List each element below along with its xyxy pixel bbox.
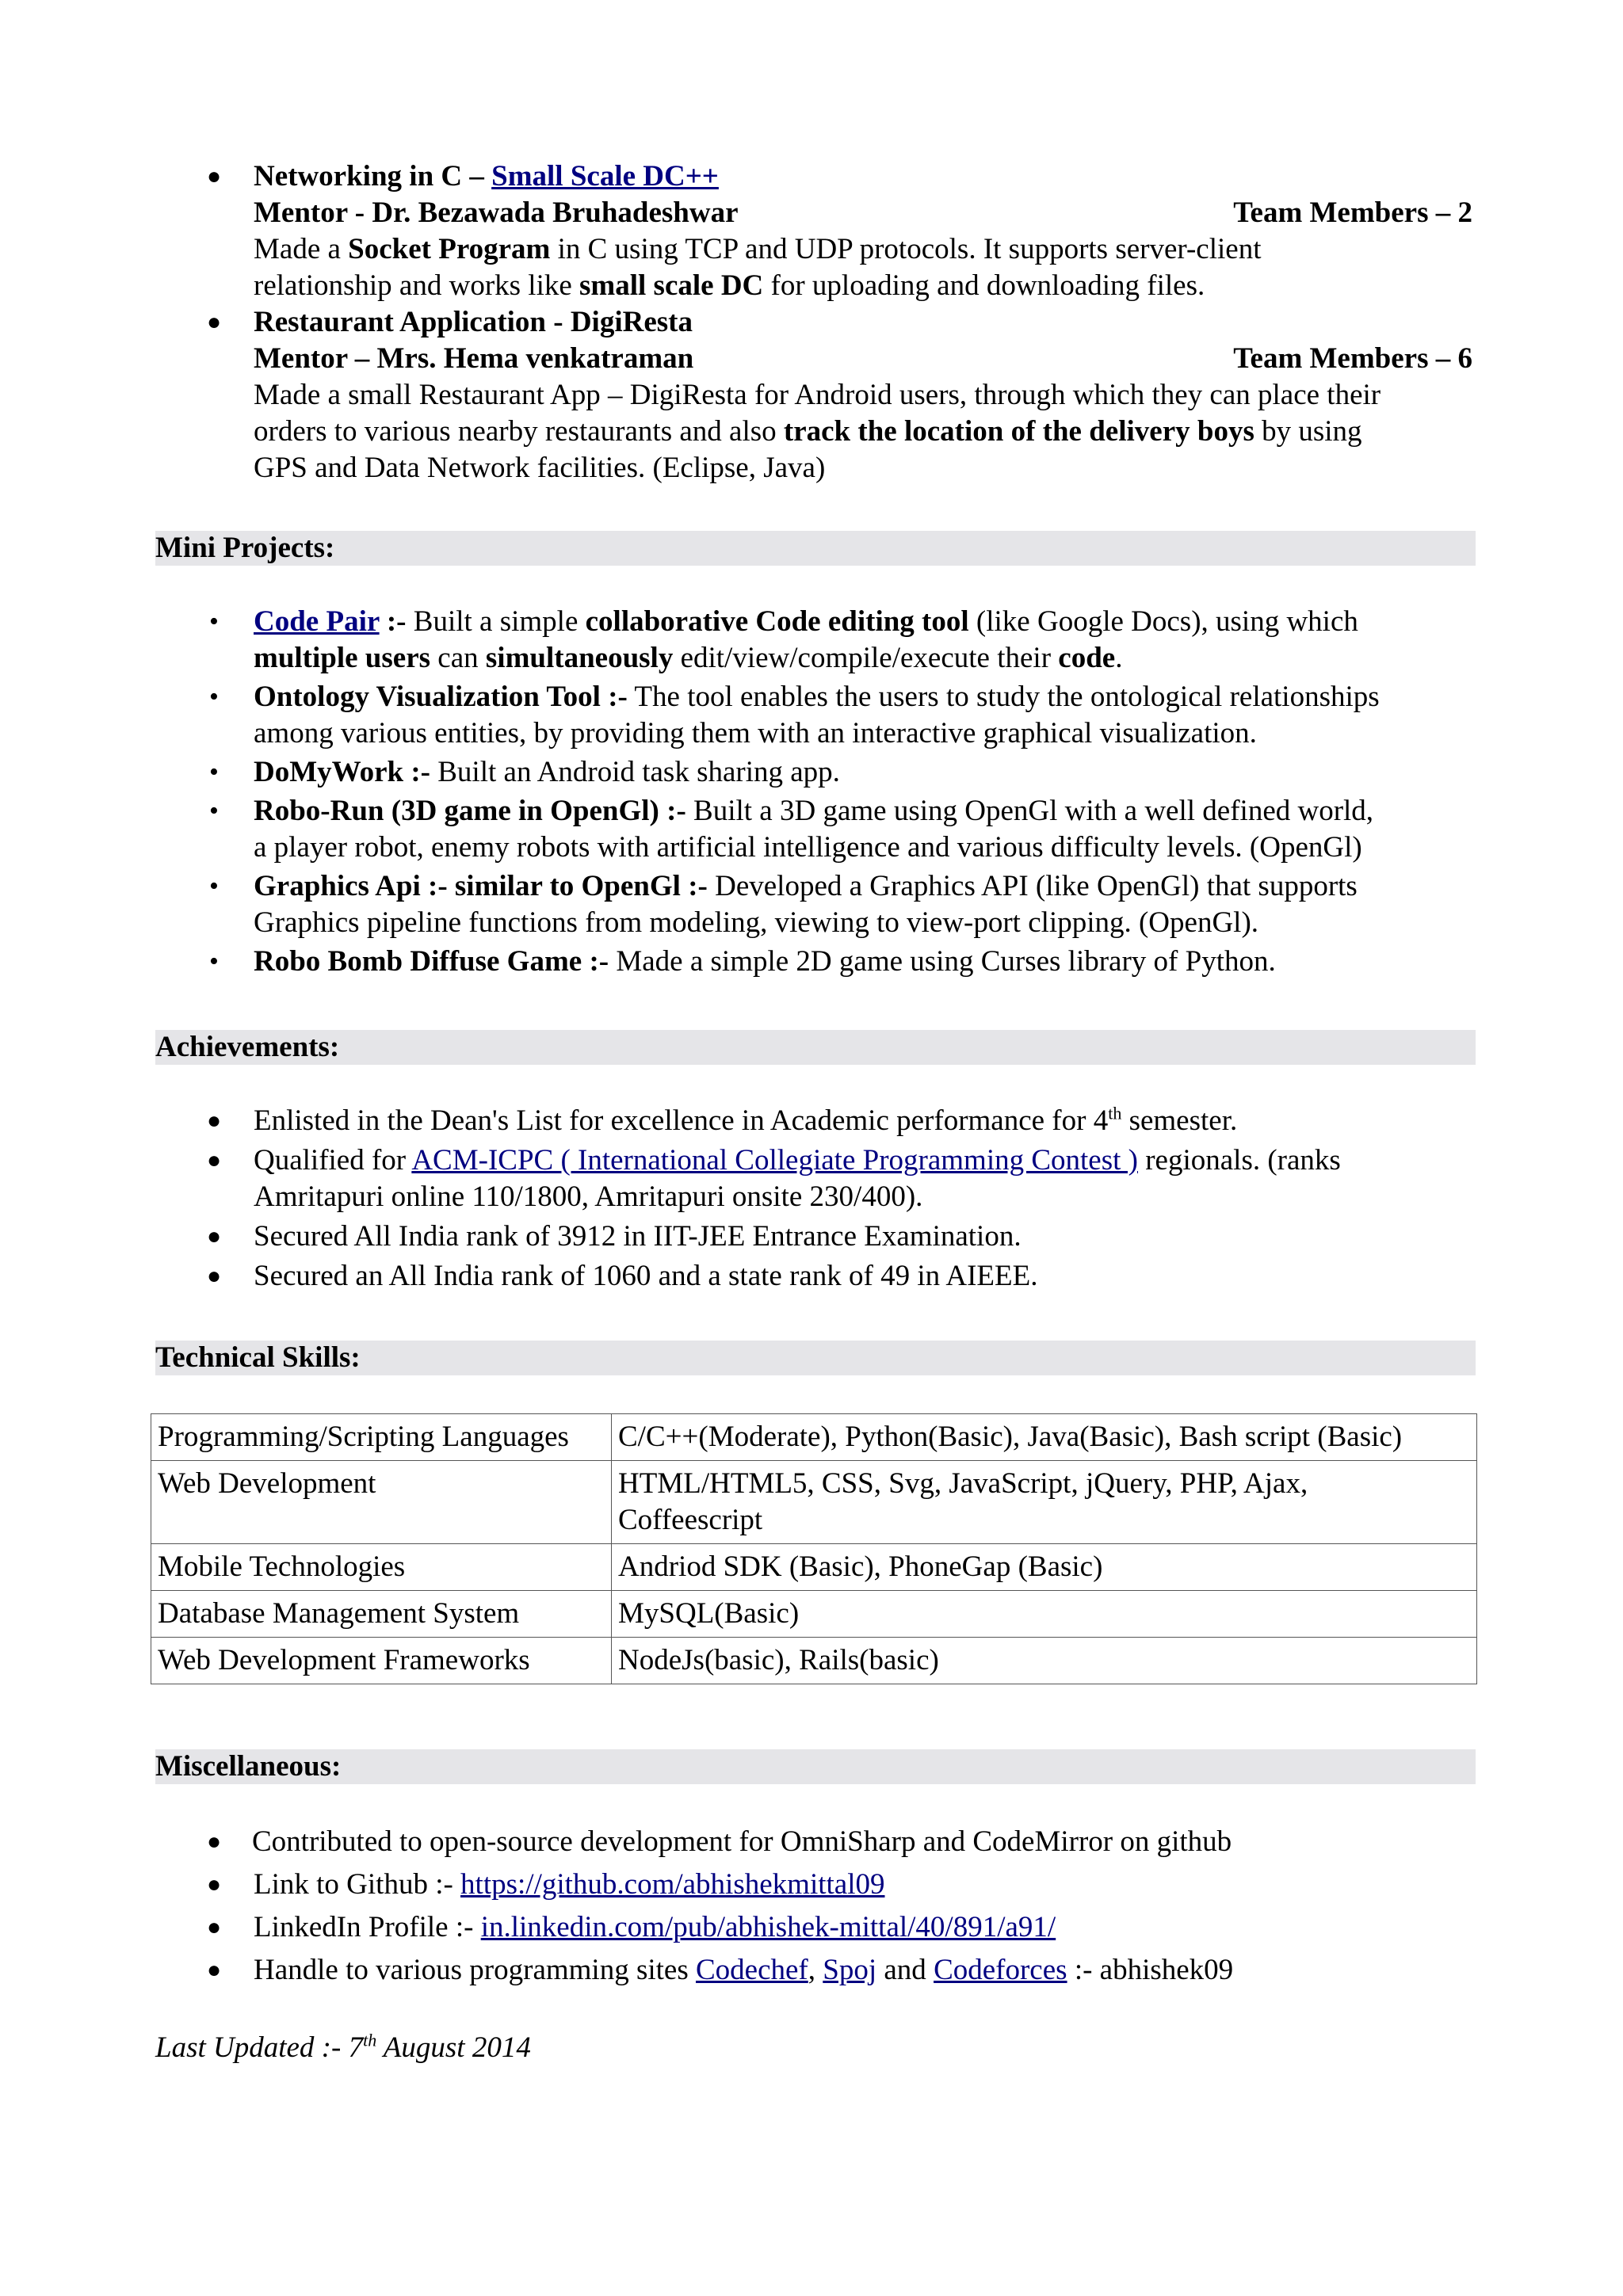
skills-table: [151, 1413, 1477, 1684]
bullet-icon: ●: [206, 1957, 222, 1983]
skill-value: Andriod SDK (Basic), PhoneGap (Basic): [612, 1544, 1477, 1591]
table-row: [151, 1414, 1477, 1461]
mini-project-graphics-api: • Graphics Api :- similar to OpenGl :- Developed a Graphics API (like OpenGl) that supports Graphics pipeline functions from modeling, viewing to view-port clipping. (OpenGl).: [0, 868, 1490, 941]
misc-open-source: ● Contributed to open-source development for OmniSharp and CodeMirror on github: [0, 1824, 1490, 1860]
bullet-icon: ●: [206, 1871, 222, 1897]
project-link-dc[interactable]: Small Scale DC++: [491, 160, 719, 193]
codeforces-link[interactable]: Codeforces: [934, 1954, 1067, 1986]
misc-github: ● Link to Github :- https://github.com/abhishekmittal09: [0, 1867, 1490, 1903]
skill-value: NodeJs(basic), Rails(basic): [612, 1638, 1477, 1684]
project-desc: relationship and works like small scale DC for uploading and downloading files.: [254, 269, 1205, 302]
bullet-icon: •: [209, 757, 219, 787]
github-link[interactable]: https://github.com/abhishekmittal09: [460, 1868, 885, 1901]
bullet-icon: •: [209, 871, 219, 901]
last-updated: Last Updated :- 7th August 2014: [155, 2030, 531, 2064]
bullet-icon: •: [209, 607, 219, 636]
project-desc: Made a small Restaurant App – DigiResta for Android users, through which they can place their: [254, 379, 1381, 411]
skill-value: C/C++(Moderate), Python(Basic), Java(Basic), Bash script (Basic): [612, 1414, 1477, 1461]
section-heading-technical-skills: Technical Skills:: [155, 1341, 1476, 1375]
achievement-deans-list: ● Enlisted in the Dean's List for excellence in Academic performance for 4th semester.: [0, 1103, 1490, 1139]
project-desc: Made a Socket Program in C using TCP and UDP protocols. It supports server-client: [254, 233, 1262, 265]
bullet-icon: ●: [206, 1223, 222, 1249]
code-pair-link[interactable]: Code Pair: [254, 605, 380, 638]
mini-project-ontology: • Ontology Visualization Tool :- The tool enables the users to study the ontological relationships among various entities, by providing them with an interactive graphical visualization.: [0, 679, 1490, 752]
skill-value: MySQL(Basic): [612, 1591, 1477, 1638]
project-title: Restaurant Application - DigiResta: [254, 306, 693, 338]
achievement-list: [0, 1103, 1490, 1295]
mini-project-domywork: • DoMyWork :- Built an Android task sharing app.: [0, 754, 1490, 791]
bullet-icon: ●: [206, 1147, 222, 1173]
skill-category: Programming/Scripting Languages: [151, 1414, 612, 1461]
bullet-icon: •: [209, 796, 219, 826]
spoj-link[interactable]: Spoj: [823, 1954, 877, 1986]
project-desc: GPS and Data Network facilities. (Eclipse, Java): [254, 452, 826, 484]
project-restaurant: [0, 304, 1474, 486]
acm-icpc-link[interactable]: ACM-ICPC ( International Collegiate Programming Contest ): [411, 1144, 1138, 1177]
bullet-icon: ●: [206, 163, 222, 189]
misc-list: [0, 1824, 1490, 1989]
section-heading-mini-projects: Mini Projects:: [155, 531, 1476, 566]
mini-project-robo-bomb: • Robo Bomb Diffuse Game :- Made a simple 2D game using Curses library of Python.: [0, 944, 1490, 980]
table-row: [151, 1591, 1477, 1638]
project-list: [155, 158, 1474, 486]
skill-category: Web Development Frameworks: [151, 1638, 612, 1684]
project-team: Team Members – 2: [1233, 196, 1472, 229]
project-desc: orders to various nearby restaurants and also track the location of the delivery boys by using: [254, 415, 1362, 448]
project-networking: [0, 158, 1474, 304]
misc-handles: ● Handle to various programming sites Codechef, Spoj and Codeforces :- abhishek09: [0, 1952, 1490, 1989]
skill-category: Database Management System: [151, 1591, 612, 1638]
bullet-icon: •: [209, 947, 219, 976]
codechef-link[interactable]: Codechef: [695, 1954, 808, 1986]
skill-category: Web Development: [151, 1461, 612, 1544]
table-row: [151, 1544, 1477, 1591]
project-team: Team Members – 6: [1233, 342, 1472, 375]
project-title: Networking in C –: [254, 160, 492, 193]
skill-category: Mobile Technologies: [151, 1544, 612, 1591]
bullet-icon: ●: [206, 1108, 222, 1134]
achievement-acm-icpc: ● Qualified for ACM-ICPC ( International Collegiate Programming Contest ) regionals. (ranks Amritapuri online 110/1800, Amritapuri onsite 230/400).: [0, 1142, 1490, 1215]
achievement-iit-jee: ● Secured All India rank of 3912 in IIT-JEE Entrance Examination.: [0, 1219, 1490, 1255]
mini-project-list: [0, 604, 1490, 980]
project-mentor: Mentor - Dr. Bezawada Bruhadeshwar: [254, 196, 739, 229]
bullet-icon: ●: [206, 309, 222, 335]
project-mentor: Mentor – Mrs. Hema venkatraman: [254, 342, 694, 375]
section-heading-miscellaneous: Miscellaneous:: [155, 1749, 1476, 1784]
bullet-icon: ●: [206, 1263, 222, 1289]
bullet-icon: ●: [206, 1914, 222, 1940]
misc-linkedin: ● LinkedIn Profile :- in.linkedin.com/pub/abhishek-mittal/40/891/a91/: [0, 1909, 1490, 1946]
mini-project-robo-run: • Robo-Run (3D game in OpenGl) :- Built a 3D game using OpenGl with a well defined world, a player robot, enemy robots with artificial intelligence and various difficulty levels. (OpenGl): [0, 793, 1490, 866]
bullet-icon: ●: [206, 1829, 222, 1855]
table-row: [151, 1638, 1477, 1684]
section-heading-achievements: Achievements:: [155, 1030, 1476, 1065]
achievement-aieee: ● Secured an All India rank of 1060 and a state rank of 49 in AIEEE.: [0, 1258, 1490, 1295]
table-row: [151, 1461, 1477, 1544]
mini-project-code-pair: • Code Pair :- Built a simple collaborative Code editing tool (like Google Docs), using which multiple users can simultaneously edit/view/compile/execute their code.: [0, 604, 1490, 677]
linkedin-link[interactable]: in.linkedin.com/pub/abhishek-mittal/40/891/a91/: [480, 1911, 1056, 1943]
skill-value: HTML/HTML5, CSS, Svg, JavaScript, jQuery, PHP, Ajax, Coffeescript: [612, 1461, 1477, 1544]
bullet-icon: •: [209, 682, 219, 711]
